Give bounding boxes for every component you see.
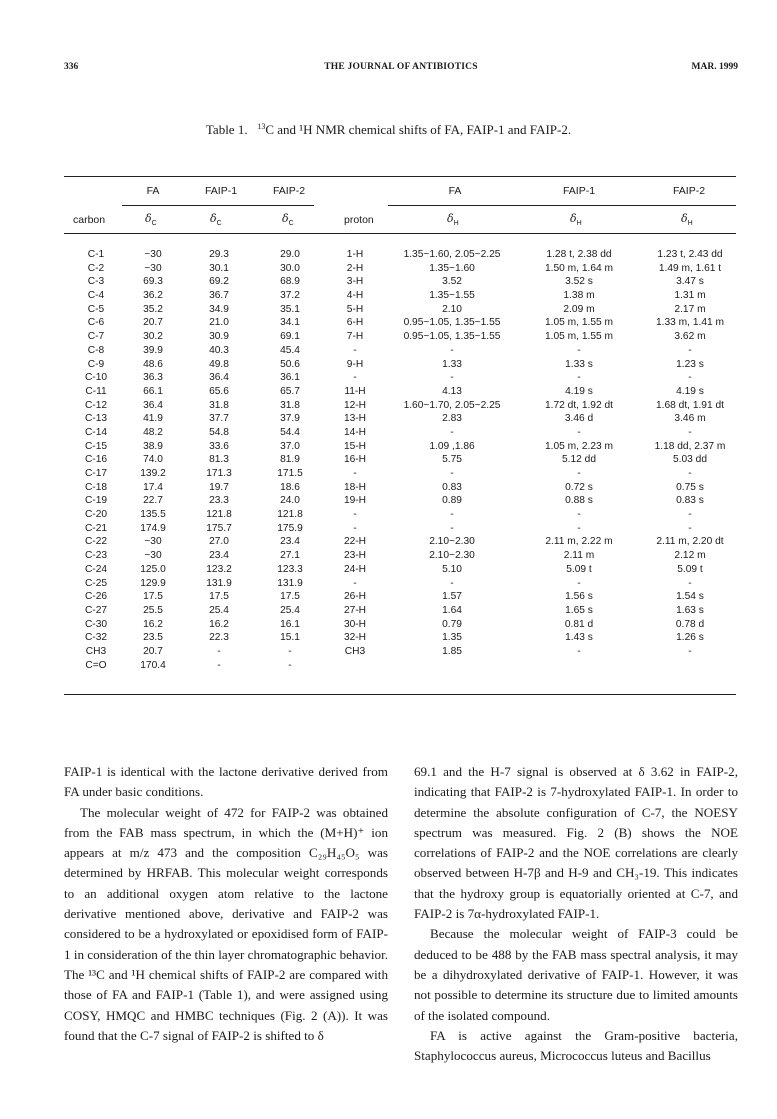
table-cell-fa-h: 1.60~1.70, 2.05~2.25 <box>403 399 501 411</box>
table-cell-faip1-h: 5.09 t <box>566 563 592 575</box>
table-cell-proton: 27-H <box>343 604 367 616</box>
table-cell-faip1-c: 23.4 <box>209 550 229 562</box>
table-cell-carbon: C-32 <box>84 632 108 644</box>
table-cell-fa-c: 20.7 <box>143 645 163 657</box>
column-carbon <box>74 248 118 672</box>
table-cell-carbon: C-20 <box>84 509 108 521</box>
table-cell-proton: 11-H <box>344 385 366 397</box>
table-cell-faip1-c: 22.3 <box>209 632 229 644</box>
table-caption-text: C and ¹H NMR chemical shifts of FA, FAIP-1 and FAIP-2. <box>265 122 572 137</box>
table-cell-carbon: C-30 <box>84 618 108 630</box>
table-cell-faip1-c: 36.7 <box>209 290 229 302</box>
table-cell-fa-c: 17.5 <box>143 591 163 603</box>
table-cell-faip2-h: - <box>688 344 692 356</box>
table-cell-faip2-h: - <box>688 426 692 438</box>
column-faip2-h <box>640 248 740 672</box>
table-bottom-rule <box>64 694 736 695</box>
journal-title: THE JOURNAL OF ANTIBIOTICS <box>324 62 478 72</box>
table-cell-faip2-h: 0.83 s <box>676 495 704 507</box>
table-cell-carbon: C-18 <box>84 481 108 493</box>
header-fa-proton: FA <box>448 185 462 197</box>
table-cell-faip2-c: 16.1 <box>280 618 300 630</box>
table-cell-carbon: C-14 <box>84 426 108 438</box>
proton-header-rule <box>388 205 736 206</box>
table-cell-faip1-c: - <box>217 659 221 671</box>
table-cell-faip2-h: 4.19 s <box>676 385 704 397</box>
table-cell-faip1-c: 65.6 <box>209 385 229 397</box>
table-cell-faip2-c: 69.1 <box>280 331 300 343</box>
issue-date: MAR. 1999 <box>691 62 738 72</box>
table-cell-fa-c: 36.4 <box>143 399 163 411</box>
table-cell-faip2-h: 2.12 m <box>674 550 706 562</box>
table-caption-sup: 13 <box>257 122 266 131</box>
table-cell-carbon: C-24 <box>84 563 108 575</box>
table-cell-faip1-h: - <box>577 344 581 356</box>
table-cell-faip2-h: 5.09 t <box>677 563 703 575</box>
table-cell-proton: 4-H <box>346 290 364 302</box>
table-cell-fa-h: - <box>450 509 454 521</box>
table-cell-faip1-c: 123.2 <box>206 563 232 575</box>
table-cell-carbon: C-11 <box>85 385 107 397</box>
table-cell-faip2-h: - <box>688 509 692 521</box>
table-cell-fa-c: ~30 <box>144 550 162 562</box>
table-cell-fa-c: 17.4 <box>143 481 163 493</box>
table-cell-faip2-c: 15.1 <box>280 632 300 644</box>
table-cell-carbon: C-25 <box>84 577 108 589</box>
table-cell-faip1-c: 30.9 <box>209 331 229 343</box>
table-cell-faip2-c: 37.0 <box>280 440 300 452</box>
table-cell-faip1-c: 29.3 <box>209 249 229 260</box>
table-cell-faip1-h: - <box>577 522 581 534</box>
header-faip1-carbon: FAIP-1 <box>204 185 238 197</box>
table-cell-faip2-h: 3.47 s <box>676 276 704 288</box>
table-cell-carbon: C-10 <box>84 372 108 384</box>
table-cell-fa-h: 5.10 <box>442 563 462 575</box>
column-faip1-c <box>196 248 242 672</box>
table-cell-proton: 2-H <box>346 262 364 274</box>
table-cell-faip1-c: 49.8 <box>209 358 229 370</box>
table-cell-faip2-h: 2.17 m <box>674 303 706 315</box>
table-cell-faip1-h: 0.72 s <box>565 481 593 493</box>
table-cell-proton: 18-H <box>343 481 367 493</box>
table-cell-fa-h: 1.64 <box>442 604 462 616</box>
table-cell-carbon: C-21 <box>84 522 108 534</box>
table-cell-proton: 7-H <box>346 331 364 343</box>
table-cell-proton <box>335 659 375 673</box>
table-cell-faip1-c: 81.3 <box>209 454 229 466</box>
table-cell-faip2-c: 50.6 <box>280 358 300 370</box>
table-cell-fa-c: 48.2 <box>143 426 163 438</box>
table-cell-faip1-h: 1.28 t, 2.38 dd <box>546 249 612 260</box>
table-cell-fa-h: 2.10~2.30 <box>429 550 475 562</box>
table-cell-faip1-c: 121.8 <box>206 509 232 521</box>
header-fa-carbon: FA <box>146 185 160 197</box>
table-cell-faip2-c: 65.7 <box>280 385 300 397</box>
table-cell-proton: CH3 <box>344 645 366 657</box>
table-cell-faip1-c: 17.5 <box>209 591 229 603</box>
column-fa-c <box>130 248 176 672</box>
table-cell-carbon: C-15 <box>84 440 108 452</box>
table-cell-fa-c: 66.1 <box>143 385 163 397</box>
table-cell-faip1-c: 25.4 <box>209 604 229 616</box>
table-cell-fa-c: 16.2 <box>143 618 163 630</box>
table-cell-faip2-c: 18.6 <box>280 481 300 493</box>
table-cell-proton: 19-H <box>343 495 367 507</box>
table-cell-faip1-h: 0.88 s <box>565 495 593 507</box>
table-cell-faip2-c: 121.8 <box>277 509 303 521</box>
table-cell-faip1-c: 30.1 <box>209 262 229 274</box>
table-cell-fa-c: 36.3 <box>143 372 163 384</box>
table-cell-proton: - <box>353 344 357 356</box>
subheader-delta-h-faip1: $\delta_H$ <box>570 212 582 228</box>
table-cell-faip1-c: 19.7 <box>209 481 229 493</box>
table-cell-fa-c: 25.5 <box>143 604 163 616</box>
table-cell-proton: 26-H <box>343 591 367 603</box>
table-cell-fa-c: 36.2 <box>143 290 163 302</box>
table-cell-faip2-c: 24.0 <box>280 495 300 507</box>
table-cell-proton: 23-H <box>343 550 367 562</box>
table-cell-faip1-h: - <box>577 645 581 657</box>
table-cell-faip1-c: 69.2 <box>209 276 229 288</box>
table-cell-faip1-h: 1.05 m, 1.55 m <box>545 331 613 343</box>
body-paragraph: FA is active against the Gram-positive bacteria, Staphylococcus aureus, Micrococcus luteus and Bacillus <box>414 1027 738 1064</box>
table-cell-fa-c: 125.0 <box>140 563 166 575</box>
body-paragraph: 69.1 and the H-7 signal is observed at δ 3.62 in FAIP-2, indicating that FAIP-2 is 7-hydroxylated FAIP-1. In order to determine the absolute configuration of C-7, the NOESY spectrum was measured. Fig. 2 (B) shows the NOE correlations of FAIP-2 and the NOE correlations are clearly observed between H-7β and H-9 and CH₃-19. This indicates that the hydroxy group is equatorially oriented at C-7, and FAIP-2 is 7α-hydroxylated FAIP-1. <box>414 764 738 922</box>
table-cell-carbon: C-8 <box>87 344 105 356</box>
table-cell-faip1-c: 37.7 <box>209 413 229 425</box>
table-cell-proton: 9-H <box>346 358 364 370</box>
table-cell-fa-h: 1.57 <box>442 591 462 603</box>
table-cell-proton: 32-H <box>343 632 367 644</box>
table-cell-faip1-c: 131.9 <box>206 577 232 589</box>
table-cell-fa-c: 69.3 <box>143 276 163 288</box>
table-cell-carbon: C-13 <box>84 413 108 425</box>
table-cell-proton: 30-H <box>343 618 367 630</box>
table-cell-carbon: C-26 <box>84 591 108 603</box>
table-cell-faip1-h: 5.12 dd <box>562 454 596 466</box>
subheader-delta-c-faip1: $\delta_C$ <box>210 212 222 228</box>
table-cell-proton: - <box>353 509 357 521</box>
table-cell-faip1-c: 21.0 <box>209 317 229 329</box>
table-cell-fa-c: ~30 <box>144 262 162 274</box>
body-paragraph: The molecular weight of 472 for FAIP-2 was obtained from the FAB mass spectrum, in which the (M+H)⁺ ion appears at m/z 473 and the composition C₂₉H₄₅O₅ was determined by HRFAB. This molecular weight corresponds to an additional oxygen atom relative to the lactone derivative mentioned above, derivative and FAIP-2 was considered to be a hydroxylated or epoxidised form of FAIP-1 in consideration of the thin layer chromatographic behavior. The ¹³C and ¹H chemical shifts of FAIP-2 are compared with those of FA and FAIP-1 (Table 1), and were assigned using COSY, HMQC and HMBC techniques (Fig. 2 (A)). It was found that the C-7 signal of FAIP-2 is shifted to δ <box>64 804 388 1043</box>
subheader-delta-c-faip2: $\delta_C$ <box>282 212 294 228</box>
table-cell-faip1-h <box>529 659 629 673</box>
table-cell-fa-c: 48.6 <box>143 358 163 370</box>
table-cell-carbon: C-3 <box>87 276 105 288</box>
table-cell-faip1-c: 27.0 <box>209 536 229 548</box>
table-cell-fa-h: 5.75 <box>442 454 462 466</box>
table-cell-faip2-c: 54.4 <box>280 426 300 438</box>
table-cell-faip1-c: 171.3 <box>206 468 232 479</box>
table-cell-faip2-h: 0.75 s <box>676 481 704 493</box>
table-cell-fa-h <box>392 659 512 673</box>
table-cell-proton: 12-H <box>343 399 367 411</box>
table-cell-faip1-c: 40.3 <box>209 344 229 356</box>
table-cell-fa-c: 129.9 <box>140 577 166 589</box>
table-caption-label: Table 1. <box>205 122 248 137</box>
table-cell-faip1-c: 33.6 <box>209 440 229 452</box>
table-cell-proton: 13-H <box>343 413 367 425</box>
table-cell-faip1-c: 16.2 <box>209 618 229 630</box>
table-cell-fa-c: 74.0 <box>143 454 163 466</box>
table-cell-fa-h: - <box>450 468 454 479</box>
table-cell-fa-h: 2.10 <box>442 303 462 315</box>
table-cell-faip2-c: - <box>288 645 292 657</box>
table-cell-fa-c: 139.2 <box>140 468 166 479</box>
table-cell-fa-c: ~30 <box>144 249 162 260</box>
table-cell-faip2-h <box>640 659 740 673</box>
table-cell-faip2-c: 31.8 <box>280 399 300 411</box>
table-cell-faip2-h: - <box>688 577 692 589</box>
table-cell-faip2-c: 175.9 <box>277 522 303 534</box>
header-faip2-carbon: FAIP-2 <box>272 185 306 197</box>
column-fa-h <box>392 248 512 672</box>
table-cell-proton: 1-H <box>346 249 364 260</box>
table-cell-fa-h: 1.09 ,1.86 <box>429 440 475 452</box>
table-cell-fa-c: 35.2 <box>143 303 163 315</box>
header-faip2-proton: FAIP-2 <box>672 185 706 197</box>
table-cell-fa-h: - <box>450 577 454 589</box>
table-cell-faip2-h: 3.62 m <box>674 331 706 343</box>
table-cell-faip2-h: - <box>688 522 692 534</box>
table-cell-faip1-h: - <box>577 372 581 384</box>
body-paragraph: FAIP-1 is identical with the lactone derivative derived from FA under basic conditions. <box>64 764 388 800</box>
table-cell-fa-c: ~30 <box>144 536 162 548</box>
table-cell-proton: 6-H <box>346 317 364 329</box>
table-cell-faip2-h: 1.23 t, 2.43 dd <box>657 249 723 260</box>
table-cell-faip2-h: 1.68 dt, 1.91 dt <box>656 399 724 411</box>
table-cell-faip1-h: 3.52 s <box>565 276 593 288</box>
table-cell-fa-c: 38.9 <box>143 440 163 452</box>
table-cell-faip2-c: 37.2 <box>280 290 300 302</box>
subheader-proton: proton <box>344 214 374 226</box>
table-cell-faip2-c: 171.5 <box>277 468 303 479</box>
table-caption <box>0 122 777 138</box>
column-faip2-c <box>267 248 313 672</box>
table-cell-faip1-c: 34.9 <box>209 303 229 315</box>
table-cell-carbon: C-1 <box>87 249 105 260</box>
table-cell-faip1-c: 36.4 <box>209 372 229 384</box>
table-cell-fa-h: 3.52 <box>442 276 462 288</box>
table-cell-fa-h: 4.13 <box>442 385 462 397</box>
table-cell-faip2-c: 37.9 <box>280 413 300 425</box>
table-cell-faip1-h: 1.05 m, 1.55 m <box>545 317 613 329</box>
table-cell-proton: - <box>353 522 357 534</box>
table-cell-fa-c: 41.9 <box>143 413 163 425</box>
table-cell-faip2-h: 1.31 m <box>674 290 706 302</box>
table-cell-fa-c: 170.4 <box>140 659 166 671</box>
table-cell-carbon: C-22 <box>84 536 108 548</box>
table-cell-faip2-h: 1.18 dd, 2.37 m <box>654 440 726 452</box>
table-cell-fa-h: 2.83 <box>442 413 462 425</box>
table-cell-faip1-h: - <box>577 577 581 589</box>
header-faip1-proton: FAIP-1 <box>562 185 596 197</box>
table-cell-faip2-c: 17.5 <box>280 591 300 603</box>
subheader-carbon: carbon <box>73 214 106 226</box>
table-cell-carbon: CH3 <box>85 645 107 657</box>
table-cell-proton: - <box>353 468 357 479</box>
table-cell-fa-c: 20.7 <box>143 317 163 329</box>
table-cell-faip2-h: - <box>688 372 692 384</box>
table-cell-fa-h: 0.79 <box>442 618 462 630</box>
column-proton <box>335 248 375 672</box>
table-subheader-rule <box>64 233 736 234</box>
table-cell-fa-c: 135.5 <box>140 509 166 521</box>
table-cell-faip1-h: 1.65 s <box>565 604 593 616</box>
table-cell-carbon: C-9 <box>87 358 105 370</box>
table-cell-faip2-c: 34.1 <box>280 317 300 329</box>
body-right-column <box>414 762 738 1066</box>
table-cell-faip2-c: 35.1 <box>280 303 300 315</box>
table-cell-faip2-c: 36.1 <box>280 372 300 384</box>
table-cell-faip2-h: 1.49 m, 1.61 t <box>658 262 722 274</box>
table-cell-carbon: C-17 <box>84 468 108 479</box>
table-cell-faip1-h: 0.81 d <box>564 618 594 630</box>
table-cell-fa-h: 1.33 <box>442 358 462 370</box>
table-cell-faip2-c: 29.0 <box>280 249 300 260</box>
table-cell-faip2-h: 1.63 s <box>676 604 704 616</box>
subheader-delta-h-faip2: $\delta_H$ <box>681 212 693 228</box>
table-cell-faip1-c: 31.8 <box>209 399 229 411</box>
table-cell-faip2-c: 123.3 <box>277 563 303 575</box>
table-cell-carbon: C-19 <box>84 495 108 507</box>
table-cell-carbon: C-2 <box>87 262 105 274</box>
table-cell-faip1-c: 175.7 <box>206 522 232 534</box>
table-cell-faip1-c: 54.8 <box>209 426 229 438</box>
table-cell-carbon: C=O <box>85 659 107 671</box>
table-cell-fa-h: 0.89 <box>442 495 462 507</box>
table-cell-fa-h: 1.35~1.60 <box>429 262 475 274</box>
table-cell-faip2-h: 2.11 m, 2.20 dt <box>656 536 724 548</box>
table-cell-faip1-h: - <box>577 468 581 479</box>
running-head <box>64 62 738 76</box>
table-cell-proton: 5-H <box>346 303 364 315</box>
table-cell-proton: - <box>353 372 357 384</box>
table-cell-faip1-h: 1.50 m, 1.64 m <box>545 262 613 274</box>
table-cell-faip2-h: - <box>688 468 692 479</box>
table-cell-faip2-c: 45.4 <box>280 344 300 356</box>
table-cell-proton: - <box>353 577 357 589</box>
table-cell-carbon: C-27 <box>84 604 108 616</box>
table-cell-fa-c: 39.9 <box>143 344 163 356</box>
table-cell-faip1-h: 2.11 m, 2.22 m <box>545 536 613 548</box>
table-cell-faip1-h: 1.43 s <box>565 632 593 644</box>
table-cell-proton: 24-H <box>343 563 367 575</box>
table-cell-fa-h: 1.85 <box>442 645 462 657</box>
table-cell-faip1-h: 1.38 m <box>563 290 595 302</box>
table-cell-fa-c: 174.9 <box>140 522 166 534</box>
table-cell-faip2-h: 3.46 m <box>674 413 706 425</box>
table-cell-fa-h: 1.35 <box>442 632 462 644</box>
table-cell-faip1-h: 1.33 s <box>565 358 593 370</box>
table-cell-faip1-h: - <box>577 426 581 438</box>
table-cell-carbon: C-23 <box>84 550 108 562</box>
table-cell-faip2-h: 0.78 d <box>675 618 705 630</box>
table-cell-fa-h: 0.95~1.05, 1.35~1.55 <box>403 331 501 343</box>
table-cell-faip2-h: 1.26 s <box>676 632 704 644</box>
table-cell-faip2-c: 27.1 <box>280 550 300 562</box>
table-cell-faip2-h: 1.33 m, 1.41 m <box>656 317 724 329</box>
table-cell-faip1-h: 2.09 m <box>563 303 595 315</box>
table-cell-faip1-h: 1.05 m, 2.23 m <box>545 440 613 452</box>
table-top-rule <box>64 176 736 177</box>
page-number: 336 <box>64 62 79 72</box>
table-cell-faip2-c: 23.4 <box>280 536 300 548</box>
table-cell-fa-h: - <box>450 344 454 356</box>
table-cell-carbon: C-5 <box>87 303 105 315</box>
table-cell-carbon: C-6 <box>87 317 105 329</box>
table-cell-faip2-h: 5.03 dd <box>673 454 707 466</box>
table-cell-fa-h: - <box>450 372 454 384</box>
table-cell-faip1-c: - <box>217 645 221 657</box>
table-cell-faip1-h: 1.56 s <box>565 591 593 603</box>
table-cell-proton: 15-H <box>343 440 367 452</box>
table-cell-faip2-c: - <box>288 659 292 671</box>
table-cell-faip1-h: 3.46 d <box>564 413 594 425</box>
table-cell-proton: 14-H <box>343 426 367 438</box>
body-paragraph: Because the molecular weight of FAIP-3 could be deduced to be 488 by the FAB mass spectral analysis, it may be a dihydroxylated derivative of FAIP-1. However, it was not possible to determine its structure due to limited amounts of the isolated compound. <box>414 926 738 1023</box>
table-cell-carbon: C-7 <box>87 331 105 343</box>
table-cell-fa-h: 1.35~1.55 <box>429 290 475 302</box>
table-cell-proton: 22-H <box>343 536 367 548</box>
table-cell-faip2-c: 68.9 <box>280 276 300 288</box>
table-cell-fa-h: - <box>450 522 454 534</box>
table-cell-fa-c: 22.7 <box>143 495 163 507</box>
table-cell-faip2-c: 131.9 <box>277 577 303 589</box>
body-left-column <box>64 762 388 1046</box>
table-cell-faip1-h: 4.19 s <box>565 385 593 397</box>
table-cell-carbon: C-16 <box>84 454 108 466</box>
table-cell-carbon: C-12 <box>84 399 108 411</box>
table-cell-proton: 16-H <box>343 454 367 466</box>
table-cell-faip1-h: - <box>577 509 581 521</box>
table-cell-fa-h: 1.35~1.60, 2.05~2.25 <box>403 249 501 260</box>
table-cell-fa-c: 23.5 <box>143 632 163 644</box>
table-cell-fa-h: 2.10~2.30 <box>429 536 475 548</box>
table-cell-faip1-h: 2.11 m <box>563 550 595 562</box>
table-cell-proton: 3-H <box>346 276 364 288</box>
table-cell-faip2-c: 81.9 <box>280 454 300 466</box>
table-cell-faip1-c: 23.3 <box>209 495 229 507</box>
subheader-delta-h-fa: $\delta_H$ <box>447 212 459 228</box>
table-cell-faip2-h: 1.23 s <box>676 358 704 370</box>
table-cell-carbon: C-4 <box>87 290 105 302</box>
table-cell-faip2-h: - <box>688 645 692 657</box>
table-cell-faip1-h: 1.72 dt, 1.92 dt <box>545 399 613 411</box>
table-cell-fa-c: 30.2 <box>143 331 163 343</box>
column-faip1-h <box>529 248 629 672</box>
subheader-delta-c-fa: $\delta_C$ <box>145 212 157 228</box>
table-cell-fa-h: 0.83 <box>442 481 462 493</box>
table-cell-fa-h: 0.95~1.05, 1.35~1.55 <box>403 317 501 329</box>
table-cell-fa-h: - <box>450 426 454 438</box>
table-cell-faip2-c: 30.0 <box>280 262 300 274</box>
carbon-header-rule <box>122 205 314 206</box>
table-cell-faip2-h: 1.54 s <box>676 591 704 603</box>
table-cell-faip2-c: 25.4 <box>280 604 300 616</box>
